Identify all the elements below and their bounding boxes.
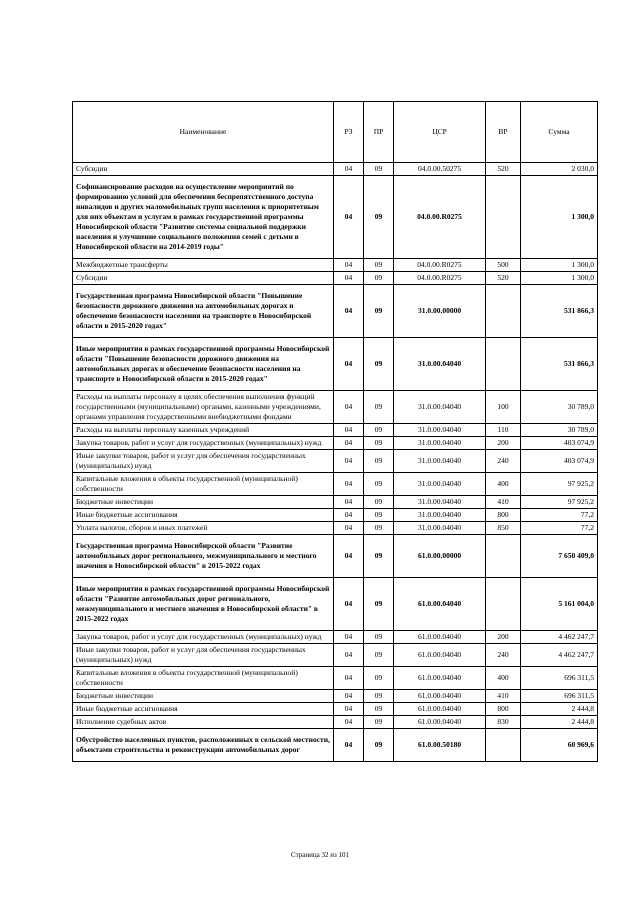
table-row [73, 259, 598, 272]
cell-name: Бюджетные инвестиции [73, 496, 334, 509]
cell-csr: 31.0.00.04040 [394, 437, 486, 450]
cell-name: Иные закупки товаров, работ и услуг для обеспечения государственных (муниципальных) нужд [73, 450, 334, 473]
table-row [73, 729, 598, 762]
cell-pr: 09 [364, 535, 394, 578]
page-number: Страница 32 из 101 [291, 851, 349, 859]
cell-vr: 100 [486, 391, 521, 424]
cell-csr: 61.0.00.00000 [394, 535, 486, 578]
cell-csr: 31.0.00.04040 [394, 450, 486, 473]
cell-rz: 04 [334, 690, 364, 703]
cell-pr: 09 [364, 509, 394, 522]
cell-vr [486, 176, 521, 259]
cell-rz: 04 [334, 703, 364, 716]
cell-name: Расходы на выплаты персоналу в целях обеспечения выполнения функций государственными (муниципальными) органами, казенными учреждениями, органами управления государственными внебюджетными фондами [73, 391, 334, 424]
table-row [73, 285, 598, 338]
cell-csr: 31.0.00.04040 [394, 522, 486, 535]
cell-rz: 04 [334, 437, 364, 450]
cell-pr: 09 [364, 437, 394, 450]
cell-pr: 09 [364, 450, 394, 473]
cell-sum: 30 789,0 [521, 424, 598, 437]
cell-pr: 09 [364, 259, 394, 272]
cell-name: Расходы на выплаты персоналу казенных учреждений [73, 424, 334, 437]
cell-name: Капитальные вложения в объекты государственной (муниципальной) собственности [73, 473, 334, 496]
cell-sum: 77,2 [521, 522, 598, 535]
table-row [73, 496, 598, 509]
cell-sum: 1 300,0 [521, 272, 598, 285]
cell-rz: 04 [334, 729, 364, 762]
cell-sum: 60 969,6 [521, 729, 598, 762]
cell-csr: 61.0.00.04040 [394, 690, 486, 703]
cell-name: Исполнение судебных актов [73, 716, 334, 729]
cell-csr: 61.0.00.04040 [394, 631, 486, 644]
cell-csr: 04.0.00.R0275 [394, 259, 486, 272]
cell-vr [486, 285, 521, 338]
cell-vr: 520 [486, 163, 521, 176]
cell-csr: 61.0.00.50180 [394, 729, 486, 762]
table-row [73, 338, 598, 391]
cell-pr: 09 [364, 176, 394, 259]
cell-name: Иные бюджетные ассигнования [73, 703, 334, 716]
table-row [73, 391, 598, 424]
cell-csr: 31.0.00.04040 [394, 509, 486, 522]
table-row [73, 176, 598, 259]
cell-sum: 1 300,0 [521, 259, 598, 272]
cell-vr [486, 729, 521, 762]
table-row [73, 667, 598, 690]
cell-pr: 09 [364, 631, 394, 644]
cell-name: Иные бюджетные ассигнования [73, 509, 334, 522]
table-row [73, 644, 598, 667]
cell-name: Государственная программа Новосибирской области "Развитие автомобильных дорог регионального, межмуниципального и местного значения в Новосибирской области" в 2015-2022 годах [73, 535, 334, 578]
cell-name: Иные мероприятия в рамках государственной программы Новосибирской области "Развитие автомобильных дорог регионального, межмуниципального и местного значения в Новосибирской области" в 2015-2022 годах [73, 578, 334, 631]
cell-pr: 09 [364, 690, 394, 703]
cell-vr: 110 [486, 424, 521, 437]
table-body [73, 163, 598, 762]
cell-rz: 04 [334, 338, 364, 391]
cell-pr: 09 [364, 163, 394, 176]
cell-rz: 04 [334, 496, 364, 509]
cell-vr: 800 [486, 703, 521, 716]
cell-csr: 31.0.00.04040 [394, 391, 486, 424]
cell-csr: 04.0.00.50275 [394, 163, 486, 176]
cell-vr: 240 [486, 450, 521, 473]
cell-rz: 04 [334, 424, 364, 437]
cell-pr: 09 [364, 703, 394, 716]
cell-name: Субсидии [73, 163, 334, 176]
cell-sum: 531 866,3 [521, 285, 598, 338]
cell-vr: 830 [486, 716, 521, 729]
cell-rz: 04 [334, 272, 364, 285]
cell-csr: 61.0.00.04040 [394, 644, 486, 667]
cell-vr: 410 [486, 690, 521, 703]
cell-csr: 61.0.00.04040 [394, 716, 486, 729]
cell-sum: 97 925,2 [521, 496, 598, 509]
cell-pr: 09 [364, 285, 394, 338]
cell-pr: 09 [364, 667, 394, 690]
cell-pr: 09 [364, 644, 394, 667]
table-row [73, 163, 598, 176]
cell-csr: 61.0.00.04040 [394, 578, 486, 631]
cell-name: Иные мероприятия в рамках государственной программы Новосибирской области "Повышение безопасности дорожного движения на автомобильных дорогах и обеспечение безопасности населения на транспорте в Новосибирской области в 2015-2020 годах" [73, 338, 334, 391]
table-row [73, 578, 598, 631]
cell-vr [486, 578, 521, 631]
cell-vr [486, 535, 521, 578]
cell-sum: 4 462 247,7 [521, 631, 598, 644]
cell-name: Капитальные вложения в объекты государственной (муниципальной) собственности [73, 667, 334, 690]
cell-csr: 31.0.00.04040 [394, 496, 486, 509]
cell-vr: 850 [486, 522, 521, 535]
table-row [73, 703, 598, 716]
cell-rz: 04 [334, 535, 364, 578]
table-row [73, 450, 598, 473]
cell-sum: 1 300,0 [521, 176, 598, 259]
cell-pr: 09 [364, 391, 394, 424]
cell-vr: 410 [486, 496, 521, 509]
cell-name: Иные закупки товаров, работ и услуг для обеспечения государственных (муниципальных) нужд [73, 644, 334, 667]
cell-csr: 04.0.00.R0275 [394, 272, 486, 285]
cell-sum: 77,2 [521, 509, 598, 522]
cell-name: Софинансирование расходов на осуществление мероприятий по формированию условий для обеспечения беспрепятственного доступа инвалидов и других маломобильных групп населения к приоритетным для них объектам и услугам в рамках государственной программы Новосибирской области "Развитие системы социальной поддержки населения и улучшение социального положения семей с детьми в Новосибирской области на 2014-2019 годы" [73, 176, 334, 259]
cell-vr: 500 [486, 259, 521, 272]
cell-pr: 09 [364, 729, 394, 762]
cell-rz: 04 [334, 176, 364, 259]
table-row [73, 473, 598, 496]
cell-sum: 2 444,8 [521, 703, 598, 716]
cell-rz: 04 [334, 285, 364, 338]
cell-sum: 2 444,8 [521, 716, 598, 729]
table-row [73, 522, 598, 535]
table-row [73, 272, 598, 285]
cell-name: Закупка товаров, работ и услуг для государственных (муниципальных) нужд [73, 631, 334, 644]
cell-rz: 04 [334, 631, 364, 644]
cell-rz: 04 [334, 259, 364, 272]
cell-pr: 09 [364, 338, 394, 391]
cell-csr: 31.0.00.04040 [394, 338, 486, 391]
column-header-csr: ЦСР [394, 102, 486, 163]
column-header-vr: ВР [486, 102, 521, 163]
table-header-row [73, 102, 598, 163]
cell-pr: 09 [364, 716, 394, 729]
cell-rz: 04 [334, 509, 364, 522]
cell-vr: 400 [486, 667, 521, 690]
cell-sum: 403 074,9 [521, 437, 598, 450]
table-row [73, 424, 598, 437]
cell-vr: 800 [486, 509, 521, 522]
cell-pr: 09 [364, 424, 394, 437]
cell-rz: 04 [334, 450, 364, 473]
budget-table [72, 101, 598, 762]
cell-pr: 09 [364, 473, 394, 496]
table-row [73, 437, 598, 450]
cell-pr: 09 [364, 272, 394, 285]
cell-pr: 09 [364, 522, 394, 535]
cell-name: Межбюджетные трансферты [73, 259, 334, 272]
cell-name: Бюджетные инвестиции [73, 690, 334, 703]
cell-csr: 61.0.00.04040 [394, 667, 486, 690]
cell-vr: 200 [486, 631, 521, 644]
cell-sum: 97 925,2 [521, 473, 598, 496]
cell-name: Закупка товаров, работ и услуг для государственных (муниципальных) нужд [73, 437, 334, 450]
cell-rz: 04 [334, 163, 364, 176]
cell-rz: 04 [334, 578, 364, 631]
cell-rz: 04 [334, 473, 364, 496]
cell-sum: 4 462 247,7 [521, 644, 598, 667]
cell-sum: 403 074,9 [521, 450, 598, 473]
cell-sum: 696 311,5 [521, 690, 598, 703]
cell-rz: 04 [334, 667, 364, 690]
column-header-name: Наименование [73, 102, 334, 163]
table-row [73, 509, 598, 522]
cell-pr: 09 [364, 578, 394, 631]
cell-sum: 5 161 004,0 [521, 578, 598, 631]
cell-csr: 31.0.00.04040 [394, 424, 486, 437]
column-header-sum: Сумма [521, 102, 598, 163]
cell-name: Уплата налогов, сборов и иных платежей [73, 522, 334, 535]
cell-rz: 04 [334, 644, 364, 667]
column-header-rz: РЗ [334, 102, 364, 163]
cell-csr: 31.0.00.04040 [394, 473, 486, 496]
cell-name: Государственная программа Новосибирской области "Повышение безопасности дорожного движения на автомобильных дорогах и обеспечение безопасности населения на транспорте в Новосибирской области в 2015-2020 годах" [73, 285, 334, 338]
cell-sum: 696 311,5 [521, 667, 598, 690]
cell-rz: 04 [334, 522, 364, 535]
cell-vr: 240 [486, 644, 521, 667]
cell-rz: 04 [334, 391, 364, 424]
cell-name: Обустройство населенных пунктов, расположенных в сельской местности, объектами строительства и реконструкции автомобильных дорог [73, 729, 334, 762]
table-row [73, 690, 598, 703]
cell-sum: 30 789,0 [521, 391, 598, 424]
cell-sum: 2 030,0 [521, 163, 598, 176]
cell-vr: 400 [486, 473, 521, 496]
cell-vr: 520 [486, 272, 521, 285]
cell-sum: 7 650 409,0 [521, 535, 598, 578]
cell-vr [486, 338, 521, 391]
cell-rz: 04 [334, 716, 364, 729]
cell-pr: 09 [364, 496, 394, 509]
cell-sum: 531 866,3 [521, 338, 598, 391]
table-row [73, 716, 598, 729]
cell-name: Субсидии [73, 272, 334, 285]
cell-vr: 200 [486, 437, 521, 450]
column-header-pr: ПР [364, 102, 394, 163]
table-row [73, 535, 598, 578]
cell-csr: 04.0.00.R0275 [394, 176, 486, 259]
table-row [73, 631, 598, 644]
cell-csr: 31.0.00.00000 [394, 285, 486, 338]
cell-csr: 61.0.00.04040 [394, 703, 486, 716]
